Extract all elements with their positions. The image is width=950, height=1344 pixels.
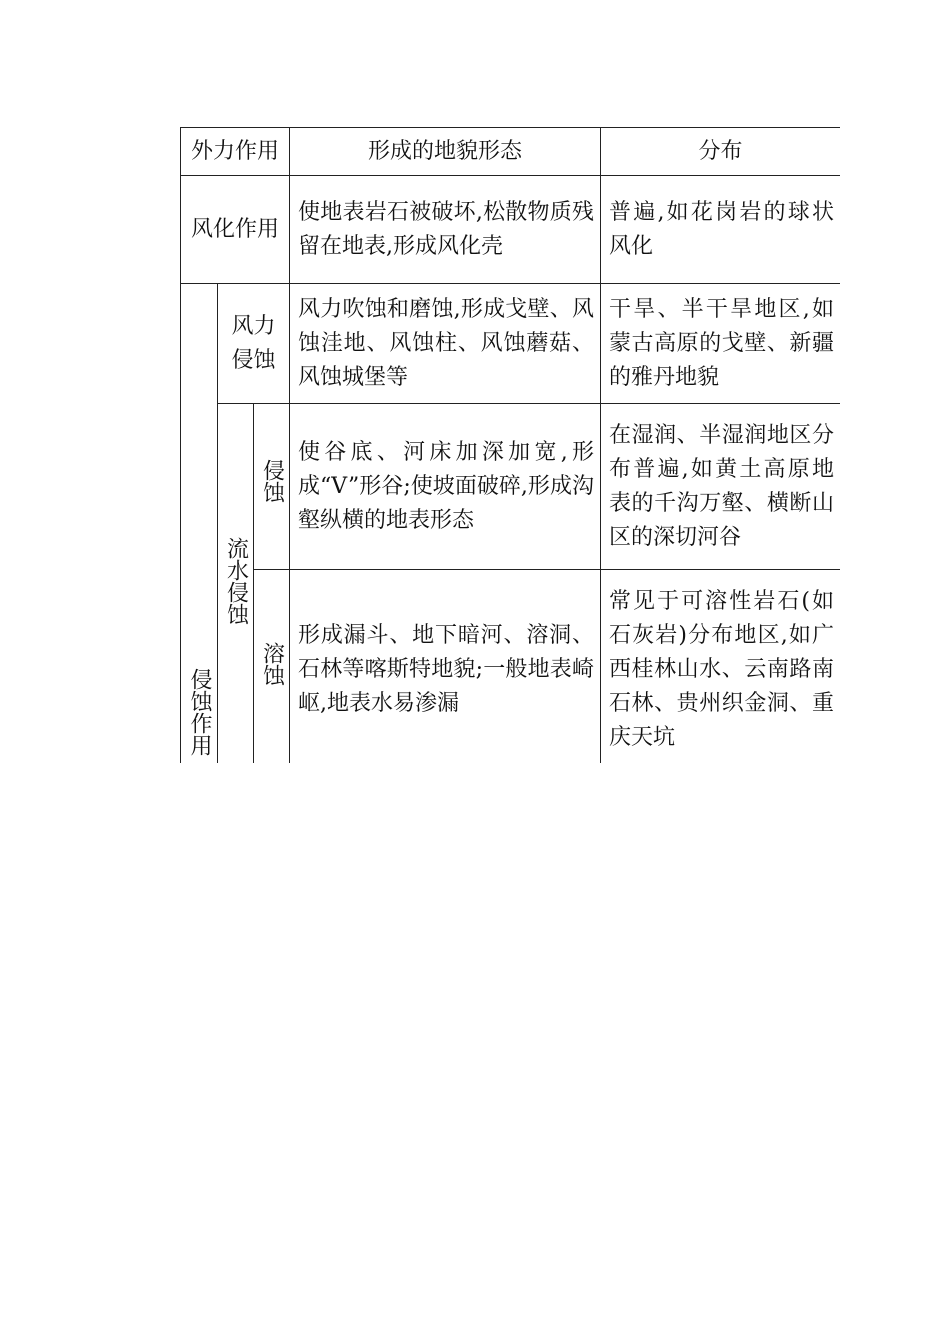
- dissolve-form: 形成漏斗、地下暗河、溶洞、石林等喀斯特地貌;一般地表崎岖,地表水易渗漏: [290, 570, 601, 764]
- header-distribution: 分布: [601, 128, 841, 176]
- dissolve-distribution: 常见于可溶性岩石(如石灰岩)分布地区,如广西桂林山水、云南路南石林、贵州织金洞、重庆天坑: [601, 570, 841, 764]
- label-dissolve: 溶蚀: [259, 642, 285, 686]
- label-erode: 侵蚀: [259, 459, 285, 503]
- label-water-erosion-cell: [218, 404, 254, 764]
- table-row-weathering: [181, 176, 841, 284]
- erode-distribution: 在湿润、半湿润地区分布普遍,如黄土高原地表的千沟万壑、横断山区的深切河谷: [601, 404, 841, 570]
- label-erosion-cell: [181, 284, 218, 764]
- label-wind-erosion-text: 风力侵蚀: [231, 313, 276, 373]
- table-row-water-erosion: [181, 404, 841, 570]
- wind-erosion-form: 风力吹蚀和磨蚀,形成戈壁、风蚀洼地、风蚀柱、风蚀蘑菇、风蚀城堡等: [290, 284, 601, 404]
- geomorphology-table-container: [180, 127, 840, 763]
- table-header-row: [181, 128, 841, 176]
- weathering-distribution: 普遍,如花岗岩的球状风化: [601, 176, 841, 284]
- label-erode-cell: [254, 404, 290, 570]
- geomorphology-table: [180, 127, 840, 763]
- label-wind-erosion: [218, 284, 290, 404]
- label-erosion: 侵蚀作用: [187, 668, 212, 756]
- erode-form: 使谷底、河床加深加宽,形成“V”形谷;使坡面破碎,形成沟壑纵横的地表形态: [290, 404, 601, 570]
- wind-erosion-distribution: 干旱、半干旱地区,如蒙古高原的戈壁、新疆的雅丹地貌: [601, 284, 841, 404]
- label-weathering: 风化作用: [181, 176, 290, 284]
- table-row-dissolution: [181, 570, 841, 764]
- header-landform: 形成的地貌形态: [290, 128, 601, 176]
- label-dissolve-cell: [254, 570, 290, 764]
- weathering-form: 使地表岩石被破坏,松散物质残留在地表,形成风化壳: [290, 176, 601, 284]
- table-row-wind-erosion: [181, 284, 841, 404]
- label-water-erosion: 流水侵蚀: [223, 537, 249, 625]
- header-external-force: 外力作用: [181, 128, 290, 176]
